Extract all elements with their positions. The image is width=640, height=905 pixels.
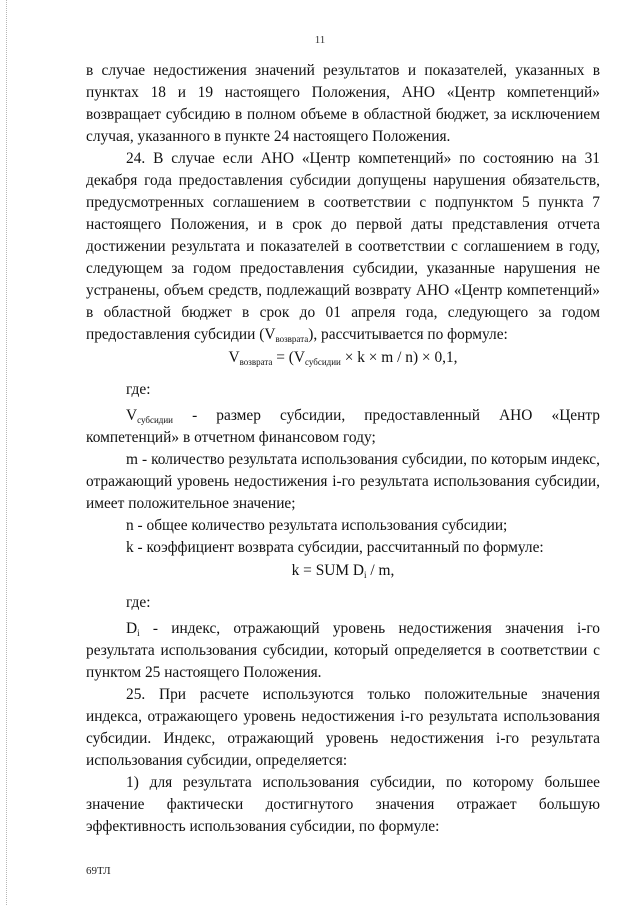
formula-part: k = SUM D <box>291 562 365 579</box>
document-code: 69ТЛ <box>86 865 111 877</box>
definition-m: m - количество результата использования субсидии, по которым индекс, отражающий уровень недостижения i-го результата использования субсидии, имеет положительное значение; <box>86 451 600 512</box>
subscript: возврата <box>275 334 309 344</box>
where-label: где: <box>126 381 151 398</box>
subscript: i <box>137 628 140 638</box>
subscript: i <box>364 570 367 580</box>
definition-v-subsidy <box>86 405 600 449</box>
definition-text: - размер субсидии, предоставленный АНО «Центр компетенций» в отчетном финансовом году; <box>86 407 600 446</box>
formula-part: / m, <box>366 562 395 579</box>
formula-part: × k × m / n) × 0,1, <box>340 349 458 366</box>
document-body <box>86 60 600 838</box>
paragraph-24 <box>86 148 600 346</box>
paragraph-text: ), рассчитывается по формуле: <box>308 326 508 343</box>
definition-symbol: V <box>126 407 138 424</box>
formula-part: V <box>228 349 240 366</box>
subscript: субсидии <box>305 357 341 367</box>
formula-return-volume <box>86 347 600 369</box>
formula-part: = (V <box>272 349 305 366</box>
formula-k <box>86 560 600 582</box>
definition-d-i <box>86 618 600 684</box>
page-edge-line <box>6 0 8 905</box>
paragraph-text: в случае недостижения значений результатов и показателей, указанных в пунктах 18 и 19 настоящего Положения, АНО «Центр компетенций» возвращает субсидию в полном объеме в областной бюджет, за исключением случая, указанного в пункте 24 настоящего Положения. <box>86 62 600 145</box>
definition-n: n - общее количество результата использования субсидии; <box>126 517 508 534</box>
definition-text: - индекс, отражающий уровень недостижения значения i-го результата использования субсидии, который определяется в соответствии с пунктом 25 настоящего Положения. <box>86 620 600 681</box>
definition-symbol: D <box>126 620 138 637</box>
page-number: 11 <box>314 34 326 46</box>
definition-k: k - коэффициент возврата субсидии, рассчитанный по формуле: <box>126 539 544 556</box>
paragraph-25: 25. При расчете используются только положительные значения индекса, отражающего уровень недостижения i-го результата использования субсидии. Индекс, отражающий уровень недостижения i-го результата использования субсидии, определяется: <box>86 686 600 769</box>
paragraph-text: 24. В случае если АНО «Центр компетенций» по состоянию на 31 декабря года предоставления субсидии допущены нарушения обязательств, предусмотренных соглашением в соответствии с подпунктом 5 пункта 7 настоящего Положения, и в срок до первой даты представления отчета достижении результата и показателей в соответствии с соглашением в году, следующем за годом предоставления субсидии, указанные нарушения не устранены, объем средств, подлежащий возврату АНО «Центр компетенций» в областной бюджет в срок до 01 апреля года, следующего за годом предоставления субсидии (V <box>86 150 600 343</box>
subscript: возврата <box>239 357 273 367</box>
paragraph-25-item-1: 1) для результата использования субсидии, по которому большее значение фактически достигнутого значения отражает большую эффективность использования субсидии, по формуле: <box>86 774 600 835</box>
paragraph-continuation <box>86 60 600 148</box>
subscript: субсидии <box>137 415 173 425</box>
where-label: где: <box>126 594 151 611</box>
